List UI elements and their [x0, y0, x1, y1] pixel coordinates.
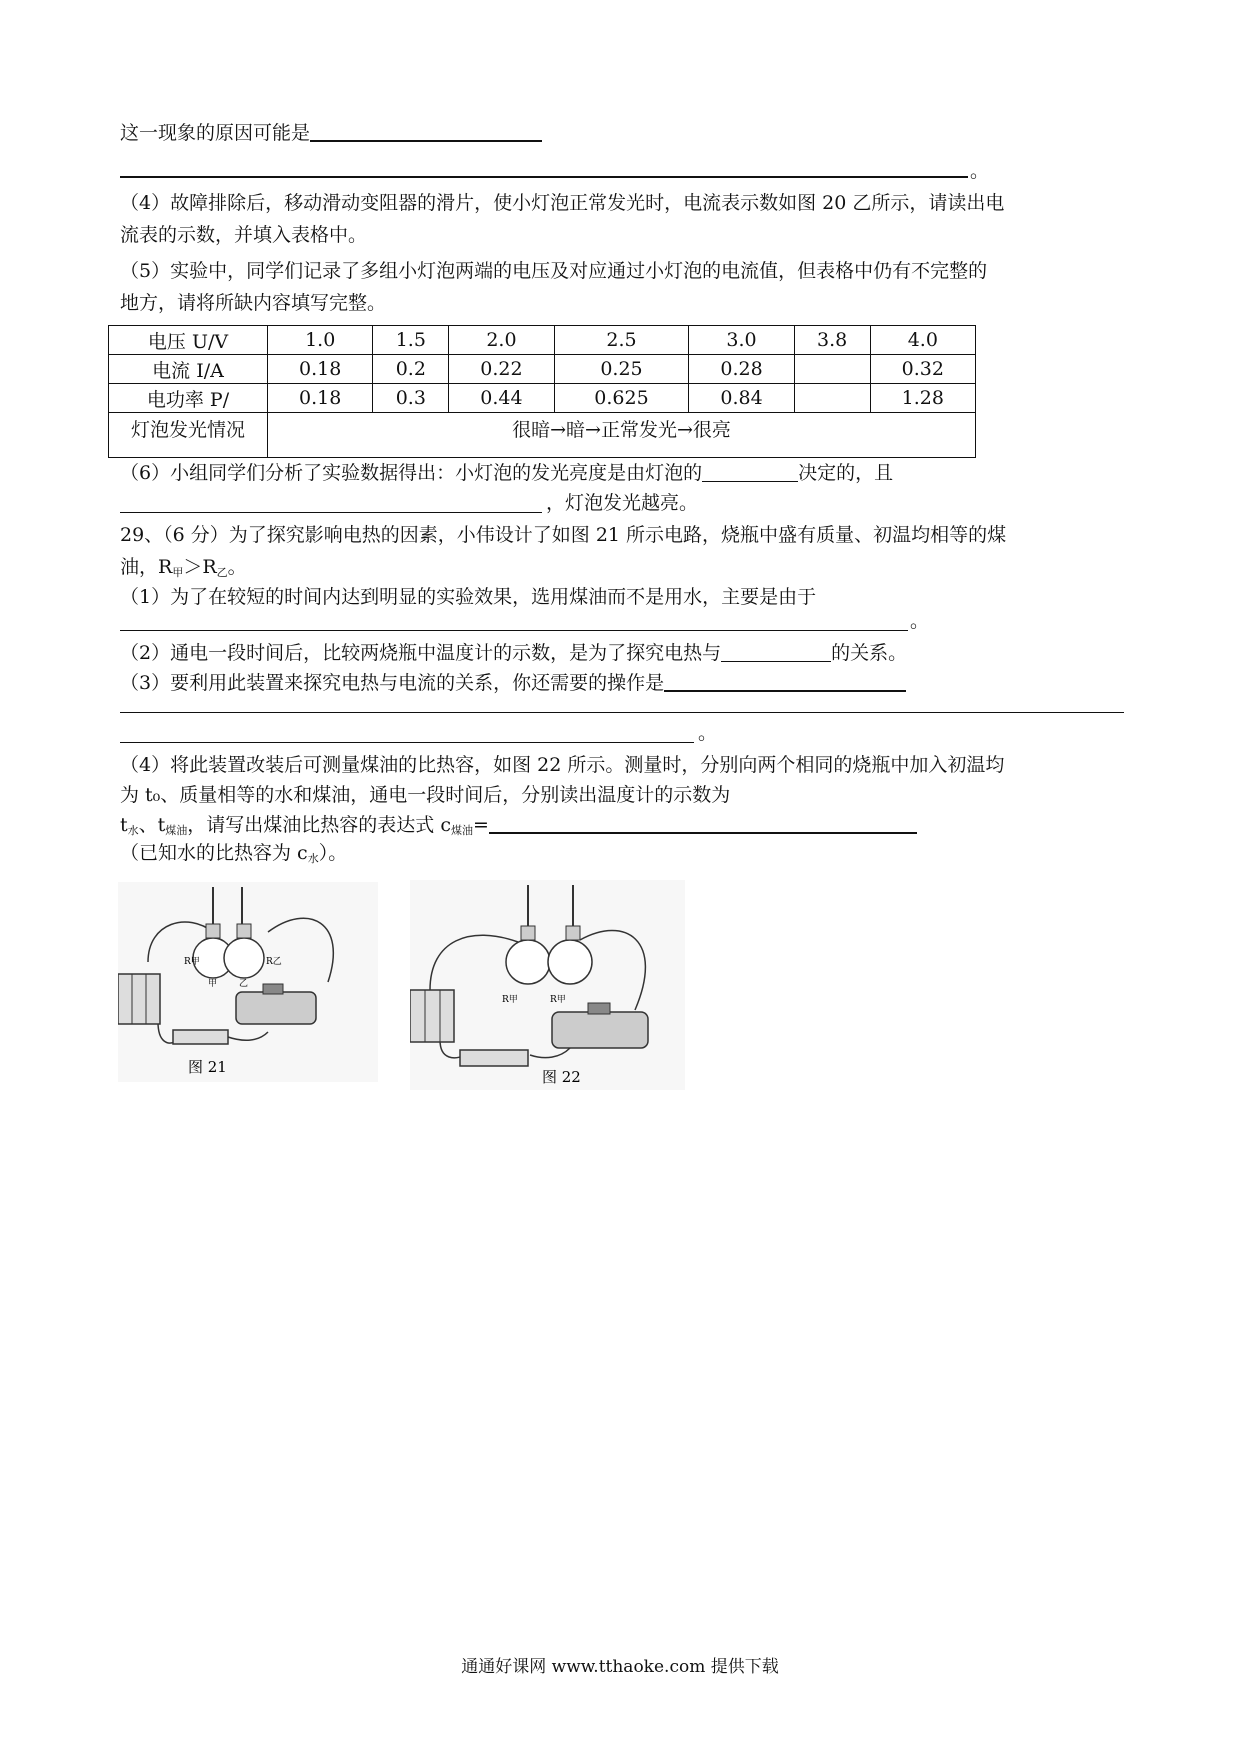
glow-row [109, 413, 976, 458]
reason-prompt: 这一现象的原因可能是 [120, 122, 311, 144]
flask-yi-icon [224, 938, 264, 978]
power-cell: 0.18 [268, 384, 373, 413]
subscript-jia: 甲 [172, 566, 184, 579]
answer-blank-reason-line2[interactable] [120, 176, 968, 178]
answer-blank-q29-p4[interactable] [489, 814, 917, 834]
q29-p4-note: （已知水的比热容为 c [120, 842, 308, 864]
voltage-row [109, 326, 976, 355]
q28-p5-line2: 地方，请将所缺内容填写完整。 [120, 292, 387, 314]
q29-intro-text: 油，R [120, 556, 173, 578]
figure-22-caption: 图 22 [542, 1068, 581, 1086]
answer-blank-q29-p3-line3[interactable] [120, 742, 694, 743]
current-cell: 0.32 [870, 355, 975, 384]
q29-p4-text: t [120, 814, 128, 836]
figure-21-circuit [118, 882, 378, 1082]
q28-p6-line1 [120, 460, 893, 486]
power-cell: 0.44 [449, 384, 554, 413]
voltage-cell: 3.0 [689, 326, 794, 355]
q29-p4-text: = [472, 814, 489, 836]
answer-blank-q29-p2[interactable] [721, 643, 831, 662]
q29-p3: （3）要利用此装置来探究电热与电流的关系，你还需要的操作是 [120, 672, 665, 694]
flask-yi-label: 乙 [239, 979, 249, 989]
q28-p6-text: （6）小组同学们分析了实验数据得出：小灯泡的发光亮度是由灯泡的 [120, 462, 703, 484]
q28-p4-line2: 流表的示数，并填入表格中。 [120, 224, 368, 246]
voltage-cell: 2.0 [449, 326, 554, 355]
voltage-cell: 1.0 [268, 326, 373, 355]
r-yi-label: R乙 [266, 957, 282, 967]
q29-intro-line1: 29、（6 分）为了探究影响电热的因素，小伟设计了如图 21 所示电路，烧瓶中盛有质量、初温均相等的煤 [120, 524, 1007, 546]
q29-p4-line2: 为 t₀、质量相等的水和煤油，通电一段时间后，分别读出温度计的示数为 [120, 784, 731, 806]
subscript-yi: 乙 [216, 566, 228, 579]
rheostat-icon [552, 1012, 648, 1048]
q28-p4-line1: （4）故障排除后，移动滑动变阻器的滑片，使小灯泡正常发光时，电流表示数如图 20 乙所示，请读出电 [120, 192, 1005, 214]
measurement-table [108, 325, 976, 458]
q29-intro-period: 。 [227, 556, 247, 578]
q29-p2: （2）通电一段时间后，比较两烧瓶中温度计的示数，是为了探究电热与 [120, 642, 722, 664]
current-cell: 0.2 [373, 355, 449, 384]
current-cell: 0.18 [268, 355, 373, 384]
power-cell-blank[interactable] [794, 384, 870, 413]
r-jia-label: R甲 [184, 957, 200, 967]
power-row [109, 384, 976, 413]
power-cell: 0.84 [689, 384, 794, 413]
voltage-cell: 1.5 [373, 326, 449, 355]
voltage-header: 电压 U/V [109, 326, 268, 355]
battery-icon [118, 974, 160, 1024]
current-header: 电流 I/A [109, 355, 268, 384]
subscript-oil: 煤油 [165, 824, 188, 837]
answer-blank-p6b[interactable] [120, 512, 542, 513]
voltage-cell: 2.5 [554, 326, 689, 355]
glow-description: 很暗→暗→正常发光→很亮 [268, 413, 976, 458]
q29-p4-note-end: ）。 [318, 842, 348, 864]
answer-blank-q29-p1[interactable] [120, 630, 908, 631]
switch-icon [173, 1030, 228, 1044]
q29-p4-line4 [120, 840, 347, 872]
r-jia-label: R甲 [550, 995, 566, 1005]
current-cell: 0.22 [449, 355, 554, 384]
figure-22-circuit [410, 880, 685, 1090]
q28-p5-line1: （5）实验中，同学们记录了多组小灯泡两端的电压及对应通过小灯泡的电流值，但表格中仍有不完整的 [120, 260, 988, 282]
current-cell-blank[interactable] [794, 355, 870, 384]
q29-p1-end: 。 [910, 610, 930, 632]
q28-p6-line2-end: ，灯泡发光越亮。 [546, 492, 699, 514]
q28-p6-text-end: 决定的，且 [798, 462, 894, 484]
power-header: 电功率 P/ [109, 384, 268, 413]
current-row [109, 355, 976, 384]
answer-blank-p6a[interactable] [702, 463, 798, 482]
flask-oil-icon [548, 940, 592, 984]
q29-p4-text: ，请写出煤油比热容的表达式 c [187, 814, 451, 836]
q29-p3-line [120, 670, 906, 696]
q29-p2-end: 的关系。 [831, 642, 908, 664]
power-cell: 0.625 [554, 384, 689, 413]
subscript-oil: 煤油 [450, 824, 473, 837]
q29-p2-line [120, 640, 907, 666]
page-footer: 通通好课网 www.tthaoke.com 提供下载 [461, 1657, 779, 1677]
flask-jia-label: 甲 [208, 979, 218, 989]
q29-p1: （1）为了在较短的时间内达到明显的实验效果，选用煤油而不是用水，主要是由于 [120, 586, 817, 608]
r-jia-label: R甲 [502, 995, 518, 1005]
rheostat-icon [236, 992, 316, 1024]
glow-header: 灯泡发光情况 [109, 413, 268, 458]
power-cell: 0.3 [373, 384, 449, 413]
figure-21-caption: 图 21 [188, 1058, 227, 1076]
reason-line [120, 120, 542, 146]
answer-blank-q29-p3[interactable] [664, 672, 906, 692]
end-mark: 。 [970, 160, 990, 182]
power-cell: 1.28 [870, 384, 975, 413]
switch-icon [460, 1050, 528, 1066]
current-cell: 0.28 [689, 355, 794, 384]
subscript-water: 水 [127, 824, 139, 837]
battery-icon [410, 990, 454, 1042]
subscript-water: 水 [307, 852, 319, 865]
q29-p4-line1: （4）将此装置改装后可测量煤油的比热容，如图 22 所示。测量时，分别向两个相同的烧瓶中加入初温均 [120, 754, 1005, 776]
voltage-cell: 4.0 [870, 326, 975, 355]
flask-water-icon [506, 940, 550, 984]
answer-blank-reason[interactable] [310, 122, 542, 142]
q29-p3-end: 。 [698, 722, 718, 744]
voltage-cell: 3.8 [794, 326, 870, 355]
current-cell: 0.25 [554, 355, 689, 384]
q29-intro-line2 [120, 554, 247, 586]
q29-p4-text: 、t [138, 814, 166, 836]
q29-intro-gt: ＞R [183, 556, 217, 578]
answer-blank-q29-p3-line2[interactable] [120, 712, 1124, 713]
